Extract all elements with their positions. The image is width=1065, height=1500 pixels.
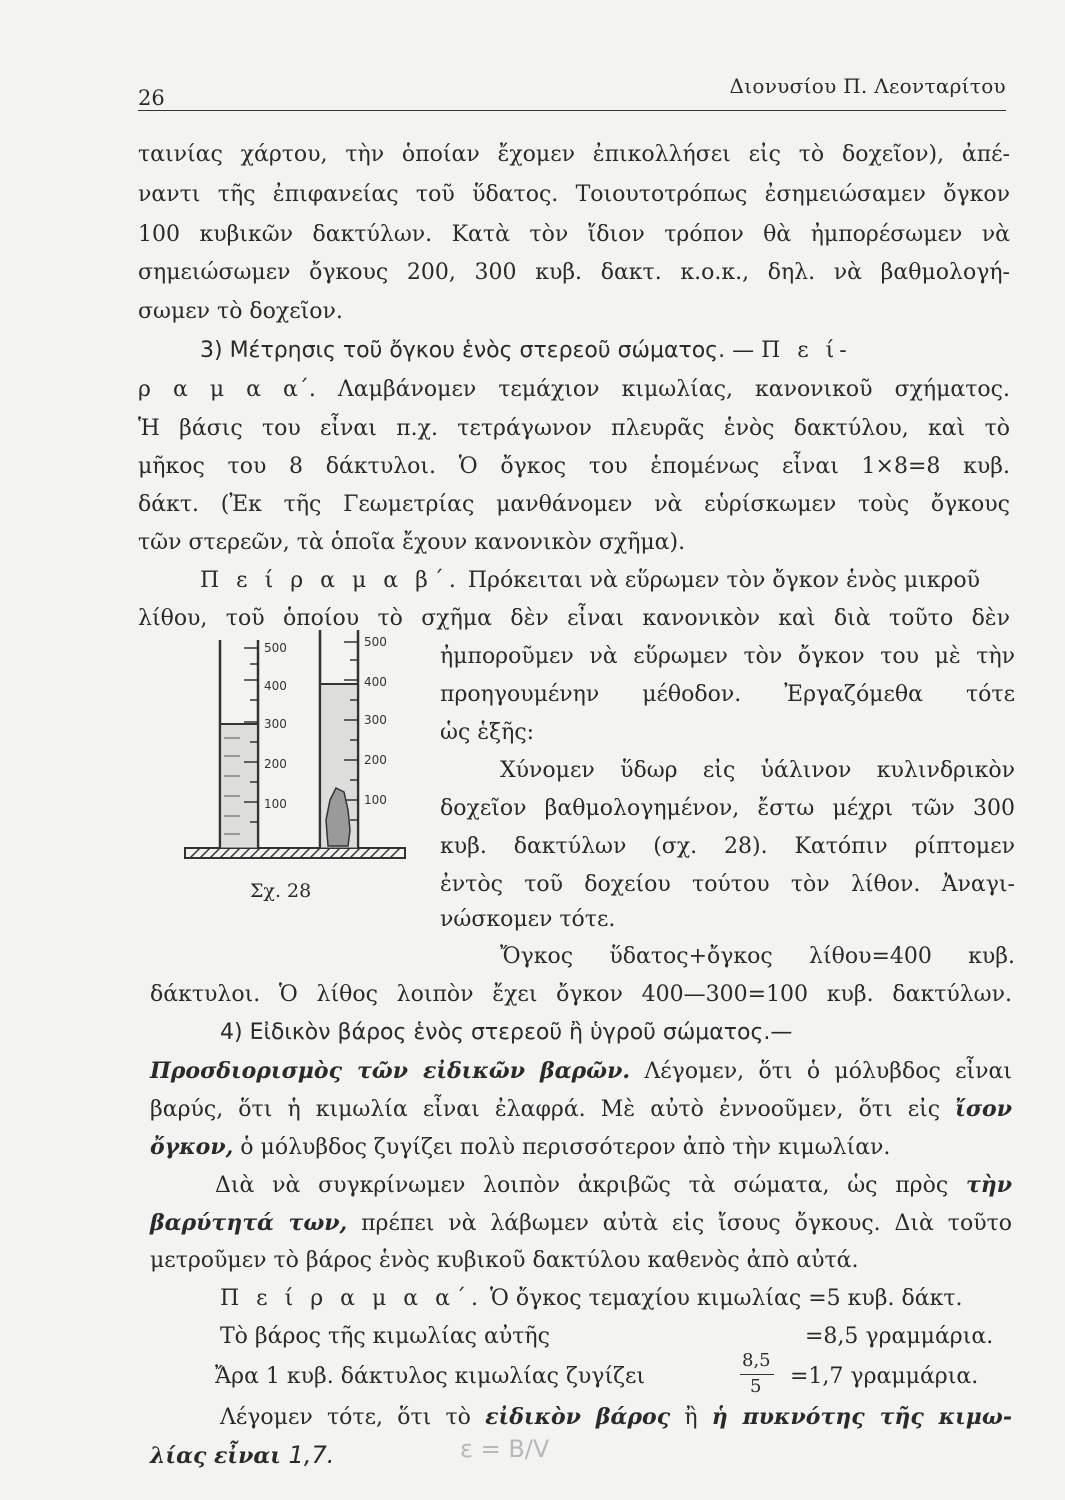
scale-label: 300	[264, 717, 287, 731]
scale-label: 200	[364, 753, 387, 767]
scale-label: 100	[264, 797, 287, 811]
experiment-4a-label: Π ε ί ρ α μ α α΄.	[220, 1286, 483, 1311]
running-head: Διονυσίου Π. Λεονταρίτου	[729, 74, 1006, 98]
text-line: βαρύς, ὅτι ἡ κιμωλία εἶναι ἐλαφρά. Μὲ αὐτὸ ἐννοοῦμεν, ὅτι εἰς ἴσον	[150, 1096, 1012, 1122]
density-value: 1,7.	[280, 1441, 335, 1469]
text-line: ἠμποροῦμεν νὰ εὕρωμεν τὸν ὄγκον του μὲ τὴν	[440, 644, 1015, 669]
cylinder-right	[320, 630, 387, 848]
bold-term: ἴσον	[955, 1096, 1012, 1122]
page-number: 26	[138, 86, 165, 110]
text-line: τῶν στερεῶν, τὰ ὁποῖα ἔχουν κανονικὸν σχῆμα).	[138, 530, 686, 555]
text-line: ὡς ἑξῆς:	[440, 720, 535, 745]
fraction-denominator: 5	[750, 1376, 762, 1397]
section-4-heading: 4) Εἰδικὸν βάρος ἑνὸς στερεοῦ ἢ ὑγροῦ σώματος.—	[220, 1020, 793, 1045]
scale-label: 400	[364, 675, 387, 689]
experiment-b-label: Π ε ί ρ α μ α β΄.	[200, 568, 461, 593]
cylinder-left	[220, 640, 287, 848]
text-line: ρ α μ α α΄. Λαμβάνομεν τεμάχιον κιμωλίας, κανονικοῦ σχήματος.	[138, 377, 1010, 402]
text-line: μῆκος του 8 δάκτυλοι. Ὁ ὄγκος του ἑπομένως εἶναι 1×8=8 κυβ.	[138, 454, 1010, 479]
scale-label: 100	[364, 793, 387, 807]
figure-caption: Σχ. 28	[250, 880, 312, 902]
weight-value: =8,5 γραμμάρια.	[805, 1324, 994, 1349]
fraction-bar	[740, 1374, 774, 1375]
text-line: Ἡ βάσις του εἶναι π.χ. τετράγωνον πλευρᾶς ἑνὸς δακτύλου, καὶ τὸ	[138, 416, 1010, 441]
pencil-annotation: ε = B/V	[460, 1435, 550, 1463]
weight-label: Τὸ βάρος τῆς κιμωλίας αὐτῆς	[220, 1324, 550, 1349]
text-line: σημειώσωμεν ὄγκους 200, 300 κυβ. δακτ. κ.ο.κ., δηλ. νὰ βαθμολογή-	[138, 260, 1010, 285]
text-line: σωμεν τὸ δοχεῖον.	[138, 299, 343, 324]
bold-term: Προσδιορισμὸς τῶν εἰδικῶν βαρῶν.	[150, 1058, 631, 1084]
text-line: Διὰ νὰ συγκρίνωμεν λοιπὸν ἀκριβῶς τὰ σώματα, ὡς πρὸς τὴν	[215, 1172, 1012, 1198]
page-header	[138, 70, 1006, 111]
scale-label: 500	[364, 635, 387, 649]
text-line: 100 κυβικῶν δακτύλων. Κατὰ τὸν ἴδιον τρόπον θὰ ἠμπορέσωμεν νὰ	[138, 222, 1010, 247]
bold-term: ἡ πυκνότης τῆς κιμω-	[711, 1404, 1012, 1430]
text-line: Χύνομεν ὕδωρ εἰς ὑάλινον κυλινδρικὸν	[500, 758, 1015, 783]
conclusion-line: Λέγομεν τότε, ὅτι τὸ εἰδικὸν βάρος ἢ ἡ πυκνότης τῆς κιμω-	[220, 1404, 1012, 1430]
text-line: προηγουμένην μέθοδον. Ἐργαζόμεθα τότε	[440, 682, 1015, 707]
fraction-numerator: 8,5	[742, 1350, 771, 1371]
text-line: κυβ. δακτύλων (σχ. 28). Κατόπιν ρίπτομεν	[440, 834, 1015, 859]
text-line: λίθου, τοῦ ὁποίου τὸ σχῆμα δὲν εἶναι κανονικὸν καὶ διὰ τοῦτο δὲν	[138, 606, 1010, 631]
text-line: ταινίας χάρτου, τὴν ὁποίαν ἔχομεν ἐπικολλήσει εἰς τὸ δοχεῖον), ἀπέ-	[138, 142, 1010, 167]
text-line: ὄγκον, ὁ μόλυβδος ζυγίζει πολὺ περισσότερον ἀπὸ τὴν κιμωλίαν.	[150, 1134, 891, 1160]
experiment-b-line: Π ε ί ρ α μ α β΄. Πρόκειται νὰ εὕρωμεν τὸν ὄγκον ἑνὸς μικροῦ	[200, 568, 981, 593]
graduated-cylinders-illustration	[180, 620, 420, 880]
text-line: Προσδιορισμὸς τῶν εἰδικῶν βαρῶν. Λέγομεν, ὅτι ὁ μόλυβδος εἶναι	[150, 1058, 1013, 1084]
scale-label: 200	[264, 757, 287, 771]
text-line: δοχεῖον βαθμολογημένον, ἔστω μέχρι τῶν 300	[440, 796, 1015, 821]
text-line: δάκτ. (Ἐκ τῆς Γεωμετρίας μανθάνομεν νὰ εὑρίσκωμεν τοὺς ὄγκους	[138, 492, 1010, 517]
text-line: νώσκομεν τότε.	[440, 907, 616, 932]
bold-term: βαρύτητά των,	[150, 1210, 348, 1236]
bold-term: ὄγκον,	[150, 1134, 234, 1160]
text-line: ἐντὸς τοῦ δοχείου τούτου τὸν λίθον. Ἀναγι-	[440, 872, 1015, 897]
text-line: Ὄγκος ὕδατος+ὄγκος λίθου=400 κυβ.	[500, 944, 1015, 969]
section-3-heading-line: 3) Μέτρησις τοῦ ὄγκου ἑνὸς στερεοῦ σώματος. — Π ε ί-	[200, 338, 852, 363]
experiment-4a-line: Π ε ί ρ α μ α α΄. Ὁ ὄγκος τεμαχίου κιμωλίας =5 κυβ. δάκτ.	[220, 1286, 963, 1311]
text-line: βαρύτητά των, πρέπει νὰ λάβωμεν αὐτὰ εἰς ἴσους ὄγκους. Διὰ τοῦτο	[150, 1210, 1012, 1236]
text-line: μετροῦμεν τὸ βάρος ἑνὸς κυβικοῦ δακτύλου καθενὸς ἀπὸ αὐτά.	[150, 1248, 859, 1273]
text-line: δάκτυλοι. Ὁ λίθος λοιπὸν ἔχει ὄγκον 400—300=100 κυβ. δακτύλων.	[150, 982, 1012, 1007]
section-3-heading: 3) Μέτρησις τοῦ ὄγκου ἑνὸς στερεοῦ σώματος.	[200, 338, 726, 363]
bold-term: λίας εἶναι	[150, 1443, 281, 1469]
bold-term: τὴν	[965, 1172, 1012, 1198]
text-line: ναντι τῆς ἐπιφανείας τοῦ ὕδατος. Τοιουτοτρόπως ἐσημειώσαμεν ὄγκον	[138, 182, 1010, 207]
scale-label: 500	[264, 641, 287, 655]
scale-label: 300	[364, 713, 387, 727]
figure-28	[180, 620, 420, 920]
ara-value: =1,7 γραμμάρια.	[790, 1364, 979, 1389]
base-hatching	[190, 848, 400, 858]
ara-label: Ἄρα 1 κυβ. δάκτυλος κιμωλίας ζυγίζει	[215, 1364, 646, 1389]
scale-label: 400	[264, 679, 287, 693]
bold-term: εἰδικὸν βάρος	[485, 1404, 671, 1430]
